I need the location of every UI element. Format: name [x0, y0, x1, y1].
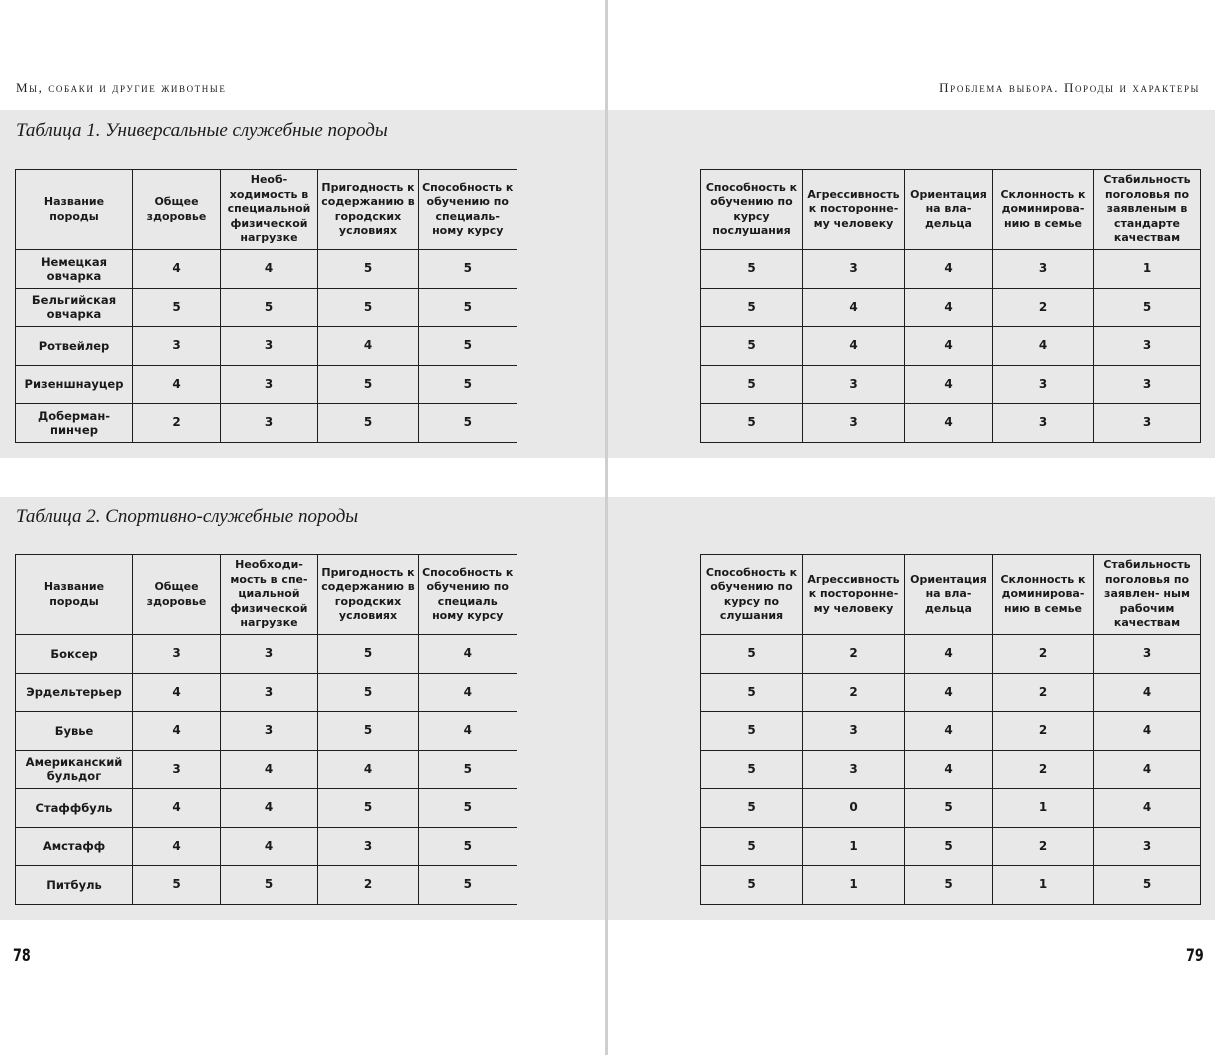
rating-cell: 5 — [701, 750, 803, 789]
table-row — [16, 866, 517, 905]
rating-cell: 4 — [905, 365, 993, 404]
rating-cell: 4 — [993, 327, 1094, 366]
rating-cell: 4 — [133, 712, 221, 751]
breed-name-cell: Ризеншнауцер — [16, 365, 133, 404]
header-aggression: Агрессивность к посторонне- му человеку — [803, 555, 905, 635]
table-row — [701, 712, 1201, 751]
table-row — [16, 404, 517, 443]
table-row — [16, 365, 517, 404]
rating-cell: 1 — [1094, 250, 1201, 289]
header-city-suitability: Пригодность к содержанию в городских условиях — [318, 555, 419, 635]
rating-cell: 4 — [905, 250, 993, 289]
rating-cell: 3 — [1094, 635, 1201, 674]
breed-name-cell: Ротвейлер — [16, 327, 133, 366]
rating-cell: 2 — [993, 288, 1094, 327]
rating-cell: 3 — [1094, 365, 1201, 404]
header-obedience-training: Способность к обучению по курсу послушания — [701, 170, 803, 250]
rating-cell: 3 — [803, 250, 905, 289]
rating-cell: 3 — [133, 635, 221, 674]
header-aggression: Агрессивность к посторонне- му человеку — [803, 170, 905, 250]
table-row — [16, 288, 517, 327]
rating-cell: 4 — [318, 327, 419, 366]
rating-cell: 5 — [1094, 866, 1201, 905]
rating-cell: 5 — [419, 250, 517, 289]
table2-header-row-right — [701, 555, 1201, 635]
rating-cell: 5 — [701, 327, 803, 366]
rating-cell: 4 — [1094, 750, 1201, 789]
rating-cell: 4 — [803, 288, 905, 327]
rating-cell: 4 — [1094, 673, 1201, 712]
rating-cell: 3 — [133, 327, 221, 366]
rating-cell: 5 — [701, 365, 803, 404]
rating-cell: 4 — [318, 750, 419, 789]
breed-name-cell: Доберман- пинчер — [16, 404, 133, 443]
page-number-left: 78 — [12, 946, 31, 966]
rating-cell: 1 — [803, 827, 905, 866]
rating-cell: 5 — [318, 404, 419, 443]
table-row — [701, 750, 1201, 789]
table2-header-row — [16, 555, 517, 635]
rating-cell: 3 — [1094, 327, 1201, 366]
breed-name-cell: Стаффбуль — [16, 789, 133, 828]
table-row — [701, 288, 1201, 327]
rating-cell: 3 — [993, 404, 1094, 443]
rating-cell: 5 — [318, 789, 419, 828]
rating-cell: 3 — [993, 250, 1094, 289]
table-row — [16, 250, 517, 289]
rating-cell: 5 — [419, 288, 517, 327]
rating-cell: 2 — [993, 712, 1094, 751]
breed-name-cell: Бельгийская овчарка — [16, 288, 133, 327]
table2-caption: Таблица 2. Спортивно-служебные породы — [16, 506, 359, 527]
rating-cell: 5 — [701, 866, 803, 905]
rating-cell: 5 — [419, 750, 517, 789]
header-stability: Стабильность поголовья по заявленым в стандарте качествам — [1094, 170, 1201, 250]
header-breed-name: Название породы — [16, 170, 133, 250]
header-physical-load: Необходи- мость в спе- циальной физической нагрузке — [221, 555, 318, 635]
rating-cell: 5 — [701, 712, 803, 751]
rating-cell: 3 — [221, 712, 318, 751]
rating-cell: 5 — [133, 866, 221, 905]
rating-cell: 4 — [221, 827, 318, 866]
rating-cell: 5 — [701, 673, 803, 712]
rating-cell: 5 — [419, 327, 517, 366]
breed-name-cell: Бувье — [16, 712, 133, 751]
rating-cell: 5 — [419, 866, 517, 905]
table2-left — [15, 554, 517, 905]
header-dominance: Склонность к доминирова- нию в семье — [993, 555, 1094, 635]
rating-cell: 5 — [133, 288, 221, 327]
header-breed-name: Название породы — [16, 555, 133, 635]
header-city-suitability: Пригодность к содержанию в городских условиях — [318, 170, 419, 250]
rating-cell: 5 — [318, 250, 419, 289]
rating-cell: 3 — [221, 327, 318, 366]
rating-cell: 4 — [221, 250, 318, 289]
table-row — [701, 635, 1201, 674]
table2-right — [700, 554, 1201, 905]
rating-cell: 3 — [803, 750, 905, 789]
table1-left — [15, 169, 517, 443]
table-row — [16, 750, 517, 789]
header-general-health: Общее здоровье — [133, 555, 221, 635]
rating-cell: 4 — [221, 789, 318, 828]
rating-cell: 3 — [221, 673, 318, 712]
rating-cell: 4 — [1094, 712, 1201, 751]
rating-cell: 5 — [419, 404, 517, 443]
rating-cell: 5 — [701, 250, 803, 289]
rating-cell: 2 — [993, 827, 1094, 866]
rating-cell: 4 — [905, 712, 993, 751]
rating-cell: 3 — [221, 404, 318, 443]
rating-cell: 2 — [803, 673, 905, 712]
header-general-health: Общее здоровье — [133, 170, 221, 250]
rating-cell: 5 — [419, 365, 517, 404]
rating-cell: 2 — [993, 635, 1094, 674]
table-row — [701, 673, 1201, 712]
rating-cell: 5 — [221, 288, 318, 327]
breed-name-cell: Боксер — [16, 635, 133, 674]
header-dominance: Склонность к доминирова- нию в семье — [993, 170, 1094, 250]
header-obedience-training: Способность к обучению по курсу по слушания — [701, 555, 803, 635]
rating-cell: 5 — [701, 789, 803, 828]
rating-cell: 5 — [701, 827, 803, 866]
rating-cell: 4 — [133, 789, 221, 828]
table-row — [701, 327, 1201, 366]
rating-cell: 3 — [803, 365, 905, 404]
rating-cell: 4 — [905, 327, 993, 366]
rating-cell: 4 — [419, 712, 517, 751]
table-row — [16, 327, 517, 366]
header-physical-load: Необ- ходимость в специальной физической нагрузке — [221, 170, 318, 250]
rating-cell: 3 — [221, 365, 318, 404]
rating-cell: 2 — [133, 404, 221, 443]
rating-cell: 4 — [905, 404, 993, 443]
table1-header-row-right — [701, 170, 1201, 250]
rating-cell: 4 — [419, 673, 517, 712]
rating-cell: 5 — [318, 365, 419, 404]
running-head-left: Мы, собаки и другие животные — [16, 80, 227, 95]
table-row — [701, 365, 1201, 404]
rating-cell: 0 — [803, 789, 905, 828]
running-head-right: Проблема выбора. Породы и характеры — [939, 80, 1200, 95]
table1-header-row — [16, 170, 517, 250]
rating-cell: 5 — [419, 789, 517, 828]
rating-cell: 4 — [905, 750, 993, 789]
header-owner-orientation: Ориентация на вла- дельца — [905, 170, 993, 250]
rating-cell: 5 — [1094, 288, 1201, 327]
table1-caption: Таблица 1. Универсальные служебные породы — [16, 120, 388, 141]
rating-cell: 5 — [701, 404, 803, 443]
rating-cell: 4 — [133, 250, 221, 289]
header-owner-orientation: Ориентация на вла- дельца — [905, 555, 993, 635]
breed-name-cell: Эрдельтерьер — [16, 673, 133, 712]
rating-cell: 3 — [133, 750, 221, 789]
rating-cell: 3 — [1094, 827, 1201, 866]
rating-cell: 5 — [221, 866, 318, 905]
rating-cell: 5 — [318, 635, 419, 674]
breed-name-cell: Амстафф — [16, 827, 133, 866]
breed-name-cell: Немецкая овчарка — [16, 250, 133, 289]
rating-cell: 3 — [993, 365, 1094, 404]
rating-cell: 3 — [803, 404, 905, 443]
rating-cell: 4 — [133, 365, 221, 404]
rating-cell: 5 — [905, 827, 993, 866]
rating-cell: 5 — [419, 827, 517, 866]
rating-cell: 5 — [701, 635, 803, 674]
table-row — [16, 827, 517, 866]
table-row — [16, 789, 517, 828]
rating-cell: 1 — [803, 866, 905, 905]
rating-cell: 3 — [803, 712, 905, 751]
header-special-training: Способность к обучению по специаль ному курсу — [419, 555, 517, 635]
rating-cell: 5 — [318, 288, 419, 327]
table-row — [16, 673, 517, 712]
table-row — [16, 712, 517, 751]
rating-cell: 4 — [905, 635, 993, 674]
rating-cell: 4 — [1094, 789, 1201, 828]
table-row — [701, 827, 1201, 866]
table-row — [16, 635, 517, 674]
rating-cell: 3 — [318, 827, 419, 866]
rating-cell: 4 — [133, 827, 221, 866]
rating-cell: 4 — [905, 288, 993, 327]
table-row — [701, 404, 1201, 443]
table-row — [701, 866, 1201, 905]
rating-cell: 5 — [701, 288, 803, 327]
rating-cell: 4 — [133, 673, 221, 712]
table1-right — [700, 169, 1201, 443]
rating-cell: 5 — [905, 789, 993, 828]
rating-cell: 2 — [993, 673, 1094, 712]
rating-cell: 5 — [318, 712, 419, 751]
rating-cell: 4 — [803, 327, 905, 366]
page-number-right: 79 — [1185, 946, 1204, 966]
rating-cell: 1 — [993, 866, 1094, 905]
rating-cell: 4 — [905, 673, 993, 712]
rating-cell: 5 — [905, 866, 993, 905]
rating-cell: 3 — [1094, 404, 1201, 443]
rating-cell: 4 — [419, 635, 517, 674]
header-special-training: Способность к обучению по специаль- ному курсу — [419, 170, 517, 250]
table-row — [701, 250, 1201, 289]
rating-cell: 3 — [221, 635, 318, 674]
rating-cell: 4 — [221, 750, 318, 789]
breed-name-cell: Питбуль — [16, 866, 133, 905]
rating-cell: 2 — [993, 750, 1094, 789]
rating-cell: 2 — [803, 635, 905, 674]
rating-cell: 1 — [993, 789, 1094, 828]
breed-name-cell: Американский бульдог — [16, 750, 133, 789]
rating-cell: 2 — [318, 866, 419, 905]
header-stability: Стабильность поголовья по заявлен- ным рабочим качествам — [1094, 555, 1201, 635]
rating-cell: 5 — [318, 673, 419, 712]
table-row — [701, 789, 1201, 828]
